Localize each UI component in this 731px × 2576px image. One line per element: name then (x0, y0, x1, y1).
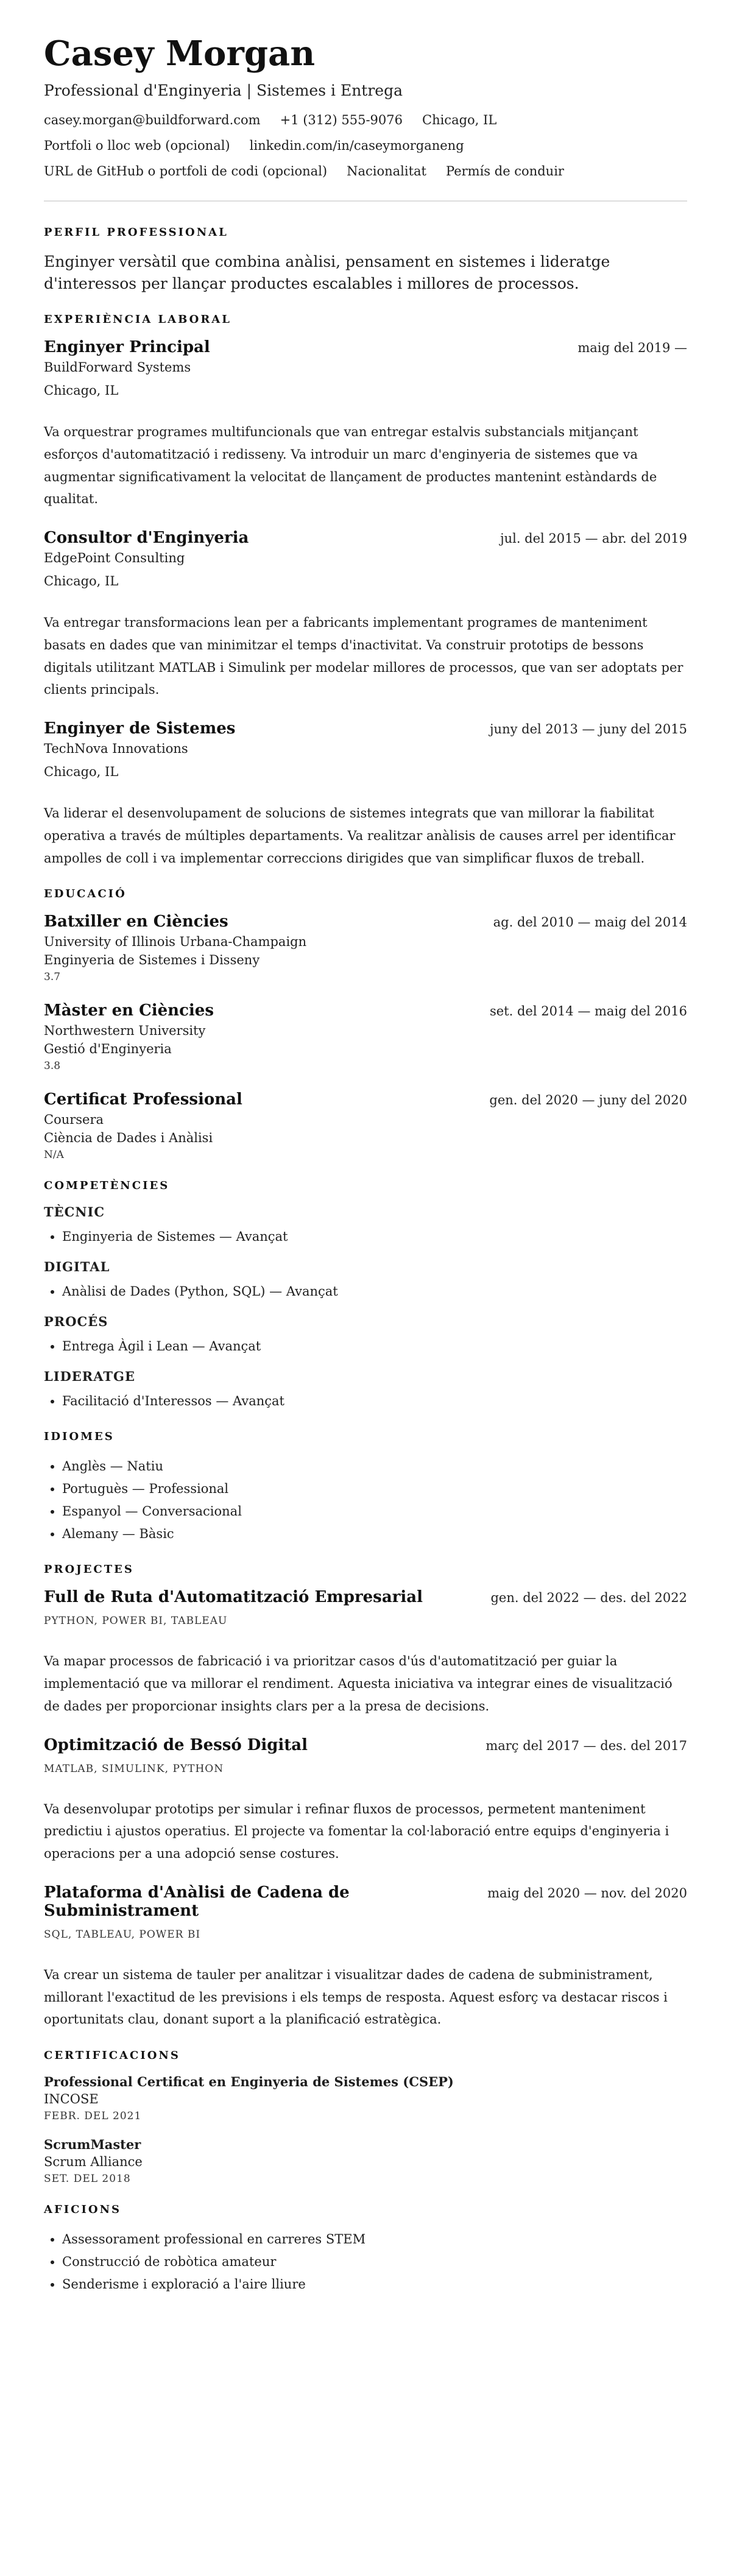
job-date: maig del 2019 — (577, 341, 687, 356)
experience-entry (44, 719, 687, 869)
entry-header (44, 912, 687, 931)
education-date: gen. del 2020 — juny del 2020 (489, 1093, 687, 1108)
hobby-item: • Construcció de robòtica amateur (62, 2251, 687, 2273)
job-date: jul. del 2015 — abr. del 2019 (500, 531, 687, 546)
contact-email[interactable]: casey.morgan@buildforward.com (44, 112, 261, 127)
certification-date: SET. DEL 2018 (44, 2173, 131, 2186)
job-date: juny del 2013 — juny del 2015 (490, 722, 687, 737)
profile-section (44, 226, 687, 295)
job-description: Va entregar transformacions lean per a fabricants implementant programes de manteniment basats en dades que van minimitzar el temps d'inactivitat. Va construir prototips de bessons digitals utilitzant MATLAB i Simulink per modelar millores de processos, que van ser adoptats per clients principals. (44, 615, 683, 697)
section-heading: PROJECTES (44, 1563, 134, 1576)
job-description: Va orquestrar programes multifuncionals que van entregar estalvis substancials mitjançant esforços d'automatització i redisseny. Va introduir un marc d'enginyeria de sistemes que va augmentar significativament la velocitat de llançament de productes mantenint estàndards de qualitat. (44, 425, 657, 507)
certification-entry (44, 2137, 687, 2185)
section-heading: EDUCACIÓ (44, 887, 127, 901)
project-description: Va crear un sistema de tauler per analitzar i visualitzar dades de cadena de subministrament, millorant l'exactitud de les previsions i els temps de resposta. Aquest esforç va destacar riscos i oportunitats clau, donant suport a la planificació estratègica. (44, 1967, 668, 2027)
language-item: • Anglès — Natiu (62, 1455, 687, 1478)
gpa-value: 3.7 (44, 971, 61, 984)
entry-header (44, 1001, 687, 1020)
hobby-item: • Assessorament professional en carreres STEM (62, 2228, 687, 2251)
skill-category: TÈCNIC (44, 1204, 105, 1220)
section-heading: IDIOMES (44, 1430, 115, 1444)
contact-nationality: Nacionalitat (347, 163, 427, 178)
skill-group (44, 1204, 687, 1248)
job-description: Va liderar el desenvolupament de solucions de sistemes integrats que van millorar la fiabilitat operativa a través de múltiples departaments. Va realitzar anàlisis de causes arrel per identificar ampolles de coll i va implementar correccions dirigides que van simplificar fluxos de treball. (44, 806, 676, 866)
project-date: gen. del 2022 — des. del 2022 (490, 1590, 687, 1606)
project-entry (44, 1588, 687, 1717)
job-title: Enginyer de Sistemes (44, 719, 236, 738)
project-tech: SQL, TABLEAU, POWER BI (44, 1928, 201, 1941)
skills-section (44, 1179, 687, 1412)
skill-item: • Entrega Àgil i Lean — Avançat (62, 1335, 687, 1358)
certification-org: Scrum Alliance (44, 2154, 143, 2170)
contact-location: Chicago, IL (422, 112, 497, 127)
header-divider (44, 200, 687, 202)
skill-list (44, 1280, 687, 1303)
projects-section (44, 1563, 687, 2031)
contact-github[interactable]: URL de GitHub o portfoli de codi (opcional) (44, 163, 328, 178)
gpa-value: 3.8 (44, 1060, 61, 1073)
certification-org: INCOSE (44, 2092, 99, 2107)
contact-linkedin[interactable]: linkedin.com/in/caseymorganeng (249, 138, 464, 153)
hobby-list (44, 2228, 687, 2295)
project-tech: PYTHON, POWER BI, TABLEAU (44, 1615, 228, 1628)
project-tech: MATLAB, SIMULINK, PYTHON (44, 1762, 224, 1775)
section-heading: PERFIL PROFESSIONAL (44, 225, 228, 239)
job-location: Chicago, IL (44, 383, 119, 398)
hobbies-section (44, 2203, 687, 2295)
skill-list (44, 1390, 687, 1413)
entry-header (44, 1736, 687, 1754)
degree-title: Màster en Ciències (44, 1001, 214, 1020)
contact-row-3 (44, 164, 687, 178)
project-entry (44, 1736, 687, 1865)
job-location: Chicago, IL (44, 764, 119, 780)
language-item: • Espanyol — Conversacional (62, 1500, 687, 1523)
field-of-study: Gestió d'Enginyeria (44, 1042, 172, 1057)
field-of-study: Ciència de Dades i Anàlisi (44, 1131, 213, 1146)
entry-header (44, 1883, 687, 1920)
certification-name: Professional Certificat en Enginyeria de Sistemes (CSEP) (44, 2074, 454, 2090)
job-title: Consultor d'Enginyeria (44, 529, 249, 548)
contact-portfolio[interactable]: Portfoli o lloc web (opcional) (44, 138, 230, 153)
school-name: Northwestern University (44, 1023, 206, 1039)
skill-group (44, 1314, 687, 1358)
project-date: març del 2017 — des. del 2017 (486, 1738, 687, 1753)
education-date: set. del 2014 — maig del 2016 (489, 1004, 687, 1019)
skill-group (44, 1369, 687, 1413)
company-name: BuildForward Systems (44, 360, 191, 375)
certification-date: FEBR. DEL 2021 (44, 2110, 142, 2123)
education-date: ag. del 2010 — maig del 2014 (493, 915, 687, 930)
education-section (44, 887, 687, 1161)
entry-header (44, 338, 687, 356)
degree-title: Certificat Professional (44, 1090, 242, 1109)
certifications-section (44, 2049, 687, 2185)
section-heading: CERTIFICACIONS (44, 2049, 180, 2063)
candidate-name: Casey Morgan (44, 34, 316, 74)
degree-title: Batxiller en Ciències (44, 912, 228, 931)
candidate-title: Professional d'Enginyeria | Sistemes i Entrega (44, 81, 403, 99)
field-of-study: Enginyeria de Sistemes i Disseny (44, 953, 260, 968)
experience-entry (44, 529, 687, 701)
profile-summary: Enginyer versàtil que combina anàlisi, pensament en sistemes i lideratge d'interessos per llançar productes escalables i millores de processos. (44, 252, 610, 292)
project-title: Full de Ruta d'Automatització Empresarial (44, 1588, 423, 1607)
certification-name: ScrumMaster (44, 2137, 141, 2153)
section-heading: EXPERIÈNCIA LABORAL (44, 313, 231, 326)
company-name: TechNova Innovations (44, 741, 188, 757)
job-title: Enginyer Principal (44, 338, 210, 357)
experience-section (44, 313, 687, 869)
education-entry (44, 1090, 687, 1161)
language-list (44, 1455, 687, 1545)
project-title: Plataforma d'Anàlisi de Cadena de Subministrament (44, 1883, 350, 1920)
skill-item: • Facilitació d'Interessos — Avançat (62, 1390, 687, 1413)
skill-group (44, 1259, 687, 1303)
entry-header (44, 1588, 687, 1606)
section-heading: AFICIONS (44, 2203, 122, 2217)
job-location: Chicago, IL (44, 574, 119, 589)
language-item: • Alemany — Bàsic (62, 1523, 687, 1545)
contact-phone[interactable]: +1 (312) 555-9076 (280, 112, 403, 127)
project-date: maig del 2020 — nov. del 2020 (487, 1885, 687, 1900)
skill-list (44, 1335, 687, 1358)
certification-entry (44, 2074, 687, 2122)
education-entry (44, 912, 687, 983)
company-name: EdgePoint Consulting (44, 551, 185, 566)
contact-row-1 (44, 113, 687, 127)
language-item: • Portuguès — Professional (62, 1478, 687, 1500)
skill-category: LIDERATGE (44, 1368, 135, 1384)
contact-row-2 (44, 138, 687, 153)
skill-item: • Anàlisi de Dades (Python, SQL) — Avançat (62, 1280, 687, 1303)
skill-category: DIGITAL (44, 1259, 110, 1275)
resume-header (44, 35, 687, 178)
skill-category: PROCÉS (44, 1313, 108, 1329)
hobby-item: • Senderisme i exploració a l'aire lliure (62, 2273, 687, 2296)
entry-header (44, 529, 687, 547)
project-description: Va desenvolupar prototips per simular i refinar fluxos de processos, permetent manteniment predictiu i ajustos operatius. El projecte va fomentar la col·laboració entre equips d'enginyeria i operacions per a una adopció sense costures. (44, 1801, 669, 1861)
education-entry (44, 1001, 687, 1072)
languages-section (44, 1430, 687, 1545)
gpa-value: N/A (44, 1149, 64, 1162)
entry-header (44, 719, 687, 738)
school-name: Coursera (44, 1112, 104, 1127)
project-description: Va mapar processos de fabricació i va prioritzar casos d'ús d'automatització per guiar la implementació que va millorar el rendiment. Aquesta iniciativa va integrar eines de visualització de dades per proporcionar insights clars per a la presa de decisions. (44, 1654, 673, 1713)
project-entry (44, 1883, 687, 2031)
project-title: Optimització de Bessó Digital (44, 1735, 308, 1754)
skill-list (44, 1226, 687, 1248)
skill-item: • Enginyeria de Sistemes — Avançat (62, 1226, 687, 1248)
section-heading: COMPETÈNCIES (44, 1179, 170, 1193)
entry-header (44, 1090, 687, 1109)
contact-driving-license: Permís de conduir (446, 163, 564, 178)
experience-entry (44, 338, 687, 510)
school-name: University of Illinois Urbana-Champaign (44, 934, 307, 950)
